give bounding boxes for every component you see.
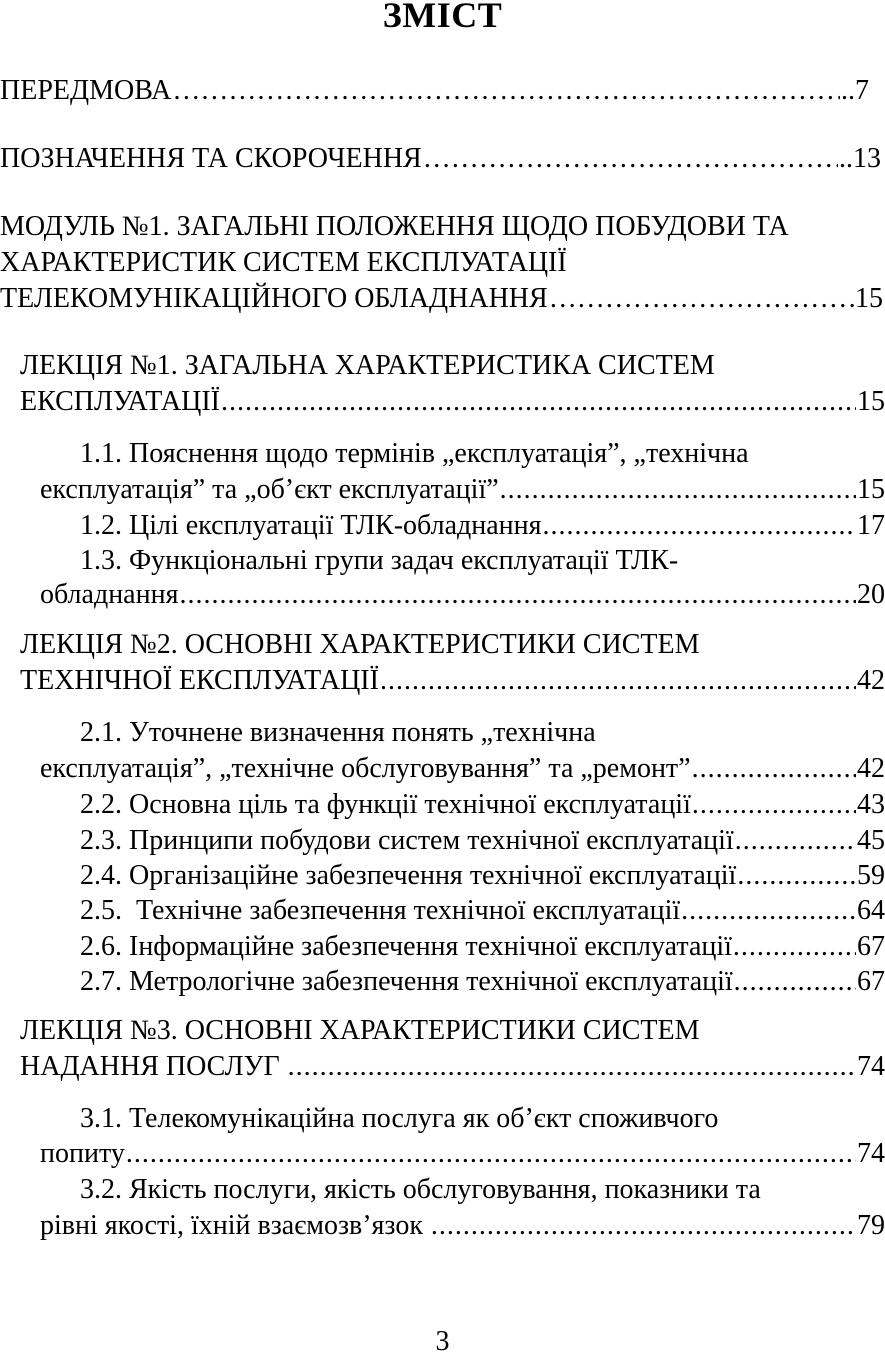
toc-entry-title: ЕКСПЛУАТАЦІЇ: [20, 386, 221, 417]
toc-leader: [500, 472, 856, 508]
toc-page-number: 74: [857, 1138, 885, 1169]
toc-page-number: 59: [857, 860, 885, 891]
toc-entry-foreword[interactable]: [0, 73, 869, 109]
toc-leader: [734, 964, 856, 1000]
toc-entry-title: попиту: [40, 1138, 125, 1169]
toc-entry-title: 2.5. Технічне забезпечення технічної експлуатації: [80, 895, 681, 926]
toc-leader: [126, 1136, 856, 1172]
toc-leader: [692, 751, 856, 787]
toc-page-number: 42: [857, 665, 885, 696]
toc-section-3-2-line-2[interactable]: [40, 1208, 885, 1244]
toc-leader: [423, 141, 838, 177]
toc-page-number: 43: [857, 789, 885, 820]
toc-section-1-3-line-2[interactable]: [40, 577, 885, 613]
toc-page-number: 45: [857, 825, 885, 856]
toc-lecture-3-line-1[interactable]: ЛЕКЦІЯ №3. ОСНОВНІ ХАРАКТЕРИСТИКИ СИСТЕМ: [20, 1015, 700, 1046]
toc-lecture-2-line-2[interactable]: [20, 663, 885, 699]
toc-leader: [692, 787, 856, 823]
toc-entry-title: ПЕРЕДМОВА: [0, 75, 172, 106]
toc-section-2-1-line-1[interactable]: 2.1. Уточнене визначення понять „технічна: [80, 717, 596, 748]
toc-module-1-line-3[interactable]: [0, 281, 883, 317]
toc-leader: [735, 823, 856, 859]
toc-entry-title: ТЕЛЕКОМУНІКАЦІЙНОГО ОБЛАДНАННЯ: [0, 283, 548, 314]
toc-section-2-3[interactable]: [80, 823, 885, 859]
toc-entry-title: 2.2. Основна ціль та функції технічної експлуатації: [80, 789, 691, 820]
toc-page-number: 64: [857, 895, 885, 926]
toc-section-2-4[interactable]: [80, 858, 885, 894]
toc-entry-title: експлуатація” та „об’єкт експлуатації”: [40, 474, 499, 505]
toc-entry-title: ТЕХНІЧНОЇ ЕКСПЛУАТАЦІЇ: [20, 665, 379, 696]
toc-leader: [733, 929, 856, 965]
toc-page-number: ..7: [841, 75, 869, 106]
toc-page-number: 15: [855, 283, 883, 314]
toc-leader: [681, 893, 856, 929]
toc-page-number: 42: [857, 753, 885, 784]
toc-section-2-6[interactable]: [80, 929, 885, 965]
toc-section-1-2[interactable]: [80, 508, 885, 544]
toc-section-1-1-line-2[interactable]: [40, 472, 885, 508]
toc-entry-title: 2.7. Метрологічне забезпечення технічної експлуатації: [80, 966, 733, 997]
toc-leader: [221, 384, 856, 420]
toc-page-number: 79: [857, 1210, 885, 1241]
toc-section-3-1-line-2[interactable]: [40, 1136, 885, 1172]
toc-section-1-1-line-1[interactable]: 1.1. Пояснення щодо термінів „експлуатація”, „технічна: [80, 438, 749, 469]
toc-entry-title: 1.2. Цілі експлуатації ТЛК-обладнання: [80, 510, 542, 541]
toc-page-number: 74: [857, 1051, 885, 1082]
toc-leader: [549, 281, 854, 317]
toc-lecture-1-line-2[interactable]: [20, 384, 885, 420]
page-number: 3: [435, 1326, 450, 1357]
toc-entry-title: обладнання: [40, 579, 179, 610]
toc-leader: [179, 577, 856, 613]
toc-page-number: 20: [857, 579, 885, 610]
toc-entry-abbreviations[interactable]: [0, 141, 881, 177]
toc-section-3-2-line-1[interactable]: 3.2. Якість послуги, якість обслуговування, показники та: [80, 1174, 761, 1205]
toc-page-number: 15: [857, 474, 885, 505]
toc-page-number: 67: [857, 931, 885, 962]
toc-module-1-line-1[interactable]: МОДУЛЬ №1. ЗАГАЛЬНІ ПОЛОЖЕННЯ ЩОДО ПОБУДОВИ ТА: [0, 211, 789, 242]
toc-module-1-line-2[interactable]: ХАРАКТЕРИСТИК СИСТЕМ ЕКСПЛУАТАЦІЇ: [0, 247, 567, 278]
toc-entry-title: 2.6. Інформаційне забезпечення технічної експлуатації: [80, 931, 732, 962]
toc-lecture-1-line-1[interactable]: ЛЕКЦІЯ №1. ЗАГАЛЬНА ХАРАКТЕРИСТИКА СИСТЕМ: [20, 350, 715, 381]
toc-leader: [737, 858, 856, 894]
toc-leader: [380, 663, 856, 699]
toc-page-number: 15: [857, 386, 885, 417]
toc-entry-title: експлуатація”, „технічне обслуговування” та „ремонт”: [40, 753, 691, 784]
toc-entry-title: ПОЗНАЧЕННЯ ТА СКОРОЧЕННЯ: [0, 143, 422, 174]
toc-section-1-3-line-1[interactable]: 1.3. Функціональні групи задач експлуатації ТЛК-: [80, 545, 679, 576]
toc-section-2-5[interactable]: [80, 893, 885, 929]
toc-entry-title: 2.3. Принципи побудови систем технічної експлуатації: [80, 825, 734, 856]
page-title: ЗМІСТ: [382, 0, 503, 35]
toc-leader: [543, 508, 856, 544]
toc-leader: [288, 1049, 856, 1085]
toc-section-3-1-line-1[interactable]: 3.1. Телекомунікаційна послуга як об’єкт споживчого: [80, 1103, 719, 1134]
toc-entry-title: НАДАННЯ ПОСЛУГ: [20, 1051, 287, 1082]
toc-section-2-7[interactable]: [80, 964, 885, 1000]
toc-entry-title: 2.4. Організаційне забезпечення технічної експлуатації: [80, 860, 737, 891]
toc-lecture-3-line-2[interactable]: [20, 1049, 885, 1085]
toc-page-number: 17: [857, 510, 885, 541]
toc-page-number: 67: [857, 966, 885, 997]
toc-page-number: ..13: [839, 143, 881, 174]
toc-leader: [172, 73, 840, 109]
toc-lecture-2-line-1[interactable]: ЛЕКЦІЯ №2. ОСНОВНІ ХАРАКТЕРИСТИКИ СИСТЕМ: [20, 629, 700, 660]
toc-leader: [431, 1208, 856, 1244]
toc-section-2-2[interactable]: [80, 787, 885, 823]
toc-entry-title: рівні якості, їхній взаємозв’язок: [40, 1210, 430, 1241]
toc-section-2-1-line-2[interactable]: [40, 751, 885, 787]
